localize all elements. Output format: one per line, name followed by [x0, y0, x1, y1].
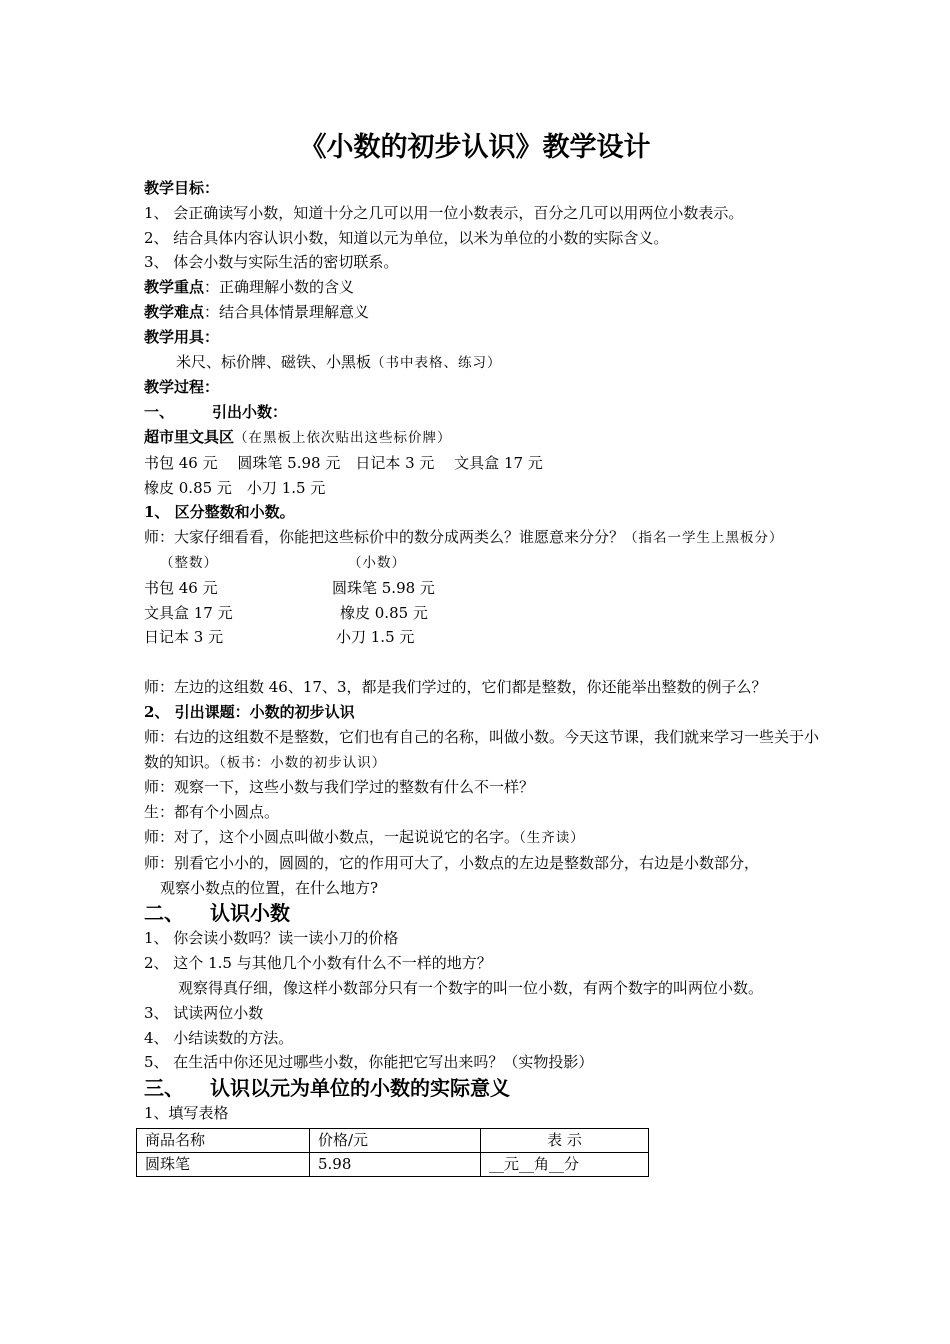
process-heading: 教学过程：: [144, 378, 220, 397]
section-1-number: 一、: [144, 403, 175, 422]
integer-column-label: （整数）: [160, 554, 218, 571]
section-3-title: 认识以元为单位的小数的实际意义: [210, 1076, 510, 1101]
classification-header: [144, 551, 824, 576]
difficulty-text: ：结合具体情景理解意义: [204, 302, 370, 321]
teacher-line: 师：左边的这组数 46、17、3，都是我们学过的，它们都是整数，你还能举出整数的例子么？: [144, 678, 767, 697]
goal-item: 3、 体会小数与实际生活的密切联系。: [144, 253, 399, 272]
goals-heading: 教学目标：: [144, 179, 220, 197]
section-2-item: 5、 在生活中你还见过哪些小数，你能把它写出来吗？（实物投影）: [144, 1053, 594, 1072]
market-line: [144, 425, 824, 451]
table-cell: 圆珠笔: [137, 1152, 310, 1176]
document-body: [144, 176, 824, 1177]
difficulty-label: 教学难点: [144, 302, 205, 321]
section-2-item: 3、 试读两位小数: [144, 1003, 264, 1022]
decimal-column-label: （小数）: [348, 554, 406, 571]
decimal-item: 小刀 1.5 元: [336, 628, 415, 647]
student-line: 生：都有个小圆点。: [144, 803, 280, 822]
goal-item: 2、 结合具体内容认识小数，知道以元为单位，以米为单位的小数的实际含义。: [144, 228, 669, 247]
observation-text: 观察得真仔细，像这样小数部分只有一个数字的叫一位小数，有两个数字的叫两位小数。: [178, 978, 764, 997]
teacher-line: [144, 525, 824, 551]
table-header-cell: 表 示: [481, 1128, 649, 1152]
section-2-number: 二、: [144, 901, 184, 926]
subsection-heading: 1、 区分整数和小数。: [144, 503, 295, 522]
teacher-line-continued: 观察小数点的位置，在什么地方?: [160, 878, 379, 897]
document-title: 《小数的初步认识》教学设计: [299, 132, 651, 163]
integer-item: 文具盒 17 元: [144, 603, 233, 622]
price-list: 橡皮 0.85 元 小刀 1.5 元: [144, 478, 326, 497]
section-3-number: 三、: [144, 1076, 184, 1101]
integer-item: 书包 46 元: [144, 578, 218, 597]
section-2-title: 认识小数: [210, 901, 290, 926]
key-label: 教学重点: [144, 278, 205, 297]
subsection-heading: 2、 引出课题：小数的初步认识: [144, 702, 355, 721]
tools-note: （书中表格、练习）: [371, 354, 502, 371]
goal-item: 1、 会正确读写小数，知道十分之几可以用一位小数表示，百分之几可以用两位小数表示。: [144, 203, 744, 222]
teacher-note: （生齐读）: [519, 829, 585, 846]
difficulty-point: [144, 300, 824, 325]
teacher-text: 师：右边的这组数不是整数，它们也有自己的名称，叫做小数。今天这节课，我们就来学习一些关于小数的知识。: [144, 727, 820, 771]
teacher-text: 师：对了，这个小圆点叫做小数点，一起说说它的名字。: [144, 827, 520, 846]
classification-row: [144, 576, 824, 601]
teacher-line: 师：观察一下，这些小数与我们学过的整数有什么不一样？: [144, 778, 535, 797]
section-3-subheading: 1、填写表格: [144, 1104, 229, 1123]
decimal-item: 圆珠笔 5.98 元: [332, 578, 435, 597]
price-table: [136, 1128, 649, 1177]
section-2-item: 4、 小结读数的方法。: [144, 1028, 294, 1047]
table-cell: __元__角__分: [481, 1152, 649, 1176]
market-label: 超市里文具区: [144, 427, 235, 446]
tools-text: 米尺、标价牌、磁铁、小黑板: [176, 352, 372, 371]
price-list: 书包 46 元 圆珠笔 5.98 元 日记本 3 元 文具盒 17 元: [144, 453, 543, 472]
classification-row: [144, 601, 824, 626]
section-2-item: 1、 你会读小数吗？读一读小刀的价格: [144, 929, 399, 948]
teacher-line: [144, 725, 824, 776]
classification-row: [144, 625, 824, 650]
section-2-heading: [144, 900, 824, 926]
table-header-cell: 价格/元: [310, 1128, 481, 1152]
table-cell: 5.98: [310, 1152, 481, 1176]
teacher-note: （板书：小数的初步认识）: [219, 754, 387, 771]
spacer: [144, 650, 824, 675]
market-note: （在黑板上依次贴出这些标价牌）: [234, 429, 452, 446]
table-row: [137, 1152, 649, 1176]
section-1-heading: [144, 400, 824, 425]
tools-line: [144, 350, 824, 376]
section-2-item: 2、 这个 1.5 与其他几个小数有什么不一样的地方？: [144, 954, 492, 973]
teacher-text: 师：大家仔细看看，你能把这些标价中的数分成两类么？谁愿意来分分？: [144, 528, 625, 547]
section-3-heading: [144, 1075, 824, 1101]
teacher-line: [144, 825, 824, 851]
teacher-line: 师：别看它小小的，圆圆的，它的作用可大了，小数点的左边是整数部分，右边是小数部分，: [144, 853, 760, 872]
decimal-item: 橡皮 0.85 元: [340, 603, 428, 622]
teacher-note: （指名一学生上黑板分）: [624, 530, 784, 547]
section-1-title: 引出小数：: [212, 403, 288, 422]
key-text: ：正确理解小数的含义: [204, 278, 355, 297]
table-header-row: [137, 1128, 649, 1152]
table-header-cell: 商品名称: [137, 1128, 310, 1152]
integer-item: 日记本 3 元: [144, 628, 224, 647]
tools-heading: 教学用具：: [144, 327, 220, 346]
key-point: [144, 275, 824, 300]
